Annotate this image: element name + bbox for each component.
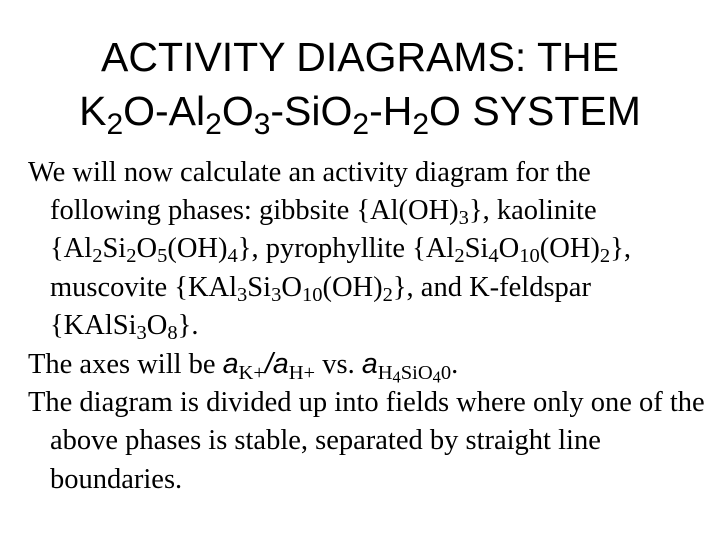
text-run: SiO xyxy=(400,362,433,385)
text-run: }, and K-feldspar {KAlSi xyxy=(50,271,591,341)
subscript: 3 xyxy=(136,321,147,344)
text-run: }. xyxy=(177,309,199,341)
text-run: Si xyxy=(464,233,489,265)
text-run: vs. xyxy=(315,349,362,381)
text-run: }, muscovite {KAl xyxy=(50,233,631,303)
text-run: / xyxy=(264,348,273,381)
title-text: K xyxy=(79,88,107,134)
activity-symbol: a xyxy=(361,348,378,381)
text-run: O xyxy=(146,309,168,341)
text-run: Si xyxy=(247,271,272,303)
text-run: O xyxy=(281,271,302,303)
subscript: 2 xyxy=(92,245,103,268)
text-run: }, kaolinite {Al xyxy=(50,195,597,265)
title-subscript: 2 xyxy=(205,108,222,141)
phases-paragraph xyxy=(28,154,708,345)
text-run: O xyxy=(136,233,158,265)
title-line-1: ACTIVITY DIAGRAMS: THE xyxy=(101,34,619,80)
subscript: 4 xyxy=(392,367,401,387)
silica-subscript xyxy=(377,362,452,387)
subscript: 2 xyxy=(126,245,137,268)
slide-body xyxy=(28,154,708,499)
slide-title xyxy=(0,30,720,141)
subscript: 8 xyxy=(167,321,178,344)
title-text: O xyxy=(221,88,254,134)
text-run: . xyxy=(451,349,459,381)
subscript: 3 xyxy=(237,283,248,306)
text-run: O xyxy=(498,233,520,265)
subscript: K+ xyxy=(238,362,265,385)
text-run: H xyxy=(377,362,393,385)
subscript: 2 xyxy=(382,283,393,306)
title-text: -H xyxy=(369,88,413,134)
subscript: 2 xyxy=(599,245,611,268)
text-run: (OH) xyxy=(167,233,228,265)
subscript: 5 xyxy=(157,245,168,268)
text-run: (OH) xyxy=(322,271,383,303)
subscript: 4 xyxy=(227,245,238,268)
title-text: O-Al xyxy=(123,88,206,134)
subscript: 10 xyxy=(301,283,323,306)
subscript: 10 xyxy=(519,245,540,268)
title-subscript: 3 xyxy=(253,108,271,141)
subscript: 3 xyxy=(458,207,469,230)
subscript: 2 xyxy=(454,245,465,268)
title-subscript: 2 xyxy=(106,108,124,141)
subscript: 4 xyxy=(488,245,499,268)
fields-paragraph: The diagram is divided up into fields where only one of the above phases is stable, separated by straight line boundaries. xyxy=(28,387,705,495)
title-line-2 xyxy=(0,84,720,141)
text-run: Si xyxy=(102,233,127,265)
text-run: 0 xyxy=(440,362,452,385)
text-run: }, pyrophyllite {Al xyxy=(237,233,455,265)
title-subscript: 2 xyxy=(412,108,430,141)
title-text: -SiO xyxy=(270,88,353,134)
title-subscript: 2 xyxy=(352,108,370,141)
title-text: O SYSTEM xyxy=(429,88,641,134)
subscript: H+ xyxy=(288,362,316,385)
subscript: 3 xyxy=(271,283,282,306)
activity-symbol: a xyxy=(272,348,289,381)
text-run: (OH) xyxy=(539,233,600,265)
activity-symbol: a xyxy=(222,348,239,381)
text-run: The axes will be xyxy=(28,349,223,381)
axes-paragraph xyxy=(28,345,708,387)
subscript: 4 xyxy=(432,367,441,387)
text-run: We will now calculate an activity diagram for the following phases: gibbsite {Al(OH) xyxy=(28,157,591,227)
